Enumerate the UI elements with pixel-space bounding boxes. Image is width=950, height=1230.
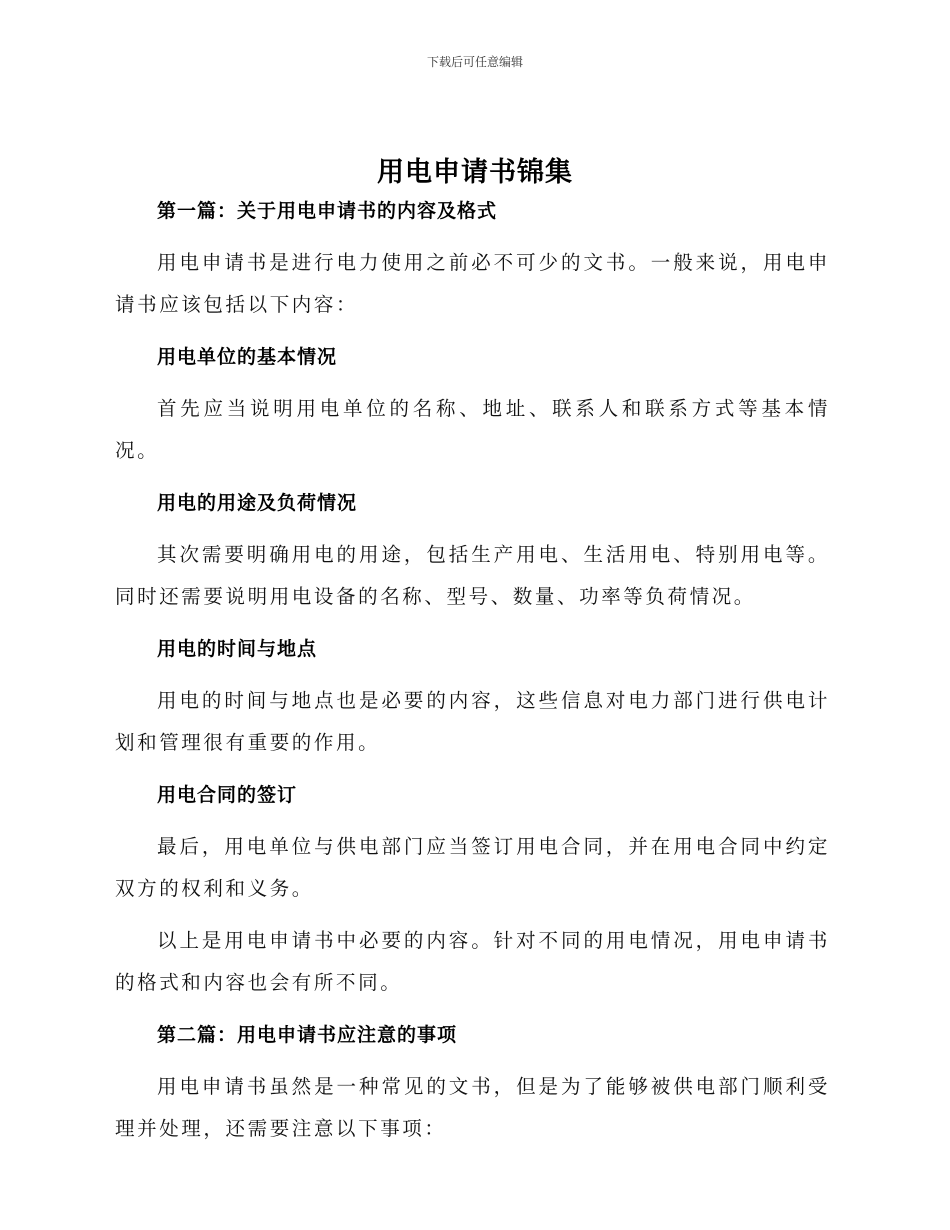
intro-paragraph: 用电申请书是进行电力使用之前必不可少的文书。一般来说，用电申请书应该包括以下内容： bbox=[115, 251, 830, 316]
subheading-usage-load: 用电的用途及负荷情况 bbox=[157, 492, 358, 514]
paragraph-contract: 最后，用电单位与供电部门应当签订用电合同，并在用电合同中约定双方的权利和义务。 bbox=[115, 835, 830, 900]
part2-heading: 第二篇：用电申请书应注意的事项 bbox=[157, 1024, 458, 1046]
paragraph-usage-load: 其次需要明确用电的用途，包括生产用电、生活用电、特别用电等。同时还需要说明用电设备的名称、型号、数量、功率等负荷情况。 bbox=[115, 543, 830, 608]
paragraph-time-place: 用电的时间与地点也是必要的内容，这些信息对电力部门进行供电计划和管理很有重要的作用。 bbox=[115, 689, 830, 754]
part2-paragraph: 用电申请书虽然是一种常见的文书，但是为了能够被供电部门顺利受理并处理，还需要注意以下事项： bbox=[115, 1075, 830, 1140]
document-title: 用电申请书锦集 bbox=[377, 157, 573, 188]
document-body bbox=[115, 190, 830, 1150]
subheading-contract: 用电合同的签订 bbox=[157, 784, 298, 806]
part1-heading: 第一篇：关于用电申请书的内容及格式 bbox=[157, 200, 498, 222]
subheading-time-place: 用电的时间与地点 bbox=[157, 638, 318, 660]
header-note: 下载后可任意编辑 bbox=[426, 55, 523, 69]
summary-paragraph: 以上是用电申请书中必要的内容。针对不同的用电情况，用电申请书的格式和内容也会有所不同。 bbox=[115, 929, 830, 994]
subheading-unit-info: 用电单位的基本情况 bbox=[157, 346, 338, 368]
paragraph-unit-info: 首先应当说明用电单位的名称、地址、联系人和联系方式等基本情况。 bbox=[115, 397, 830, 462]
